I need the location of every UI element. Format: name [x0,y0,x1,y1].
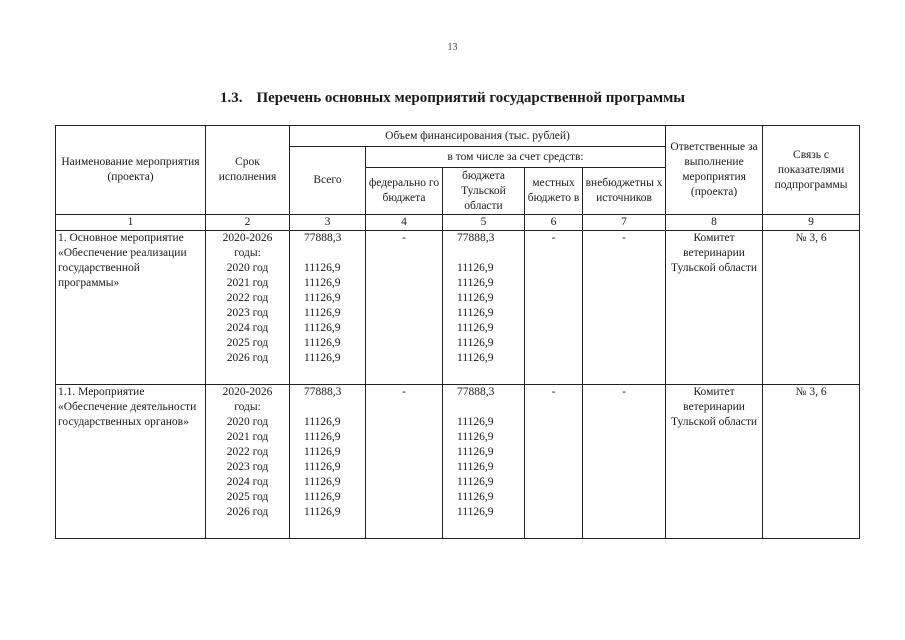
term-cell [206,231,290,385]
term-line: 2026 год [226,352,269,364]
activity-name: 1.1. Мероприятие «Обеспечение деятельности государственных органов» [56,385,206,539]
total-value: 11126,9 [304,337,341,349]
term-line: 2025 год [226,337,269,349]
regional-value: 11126,9 [457,322,494,334]
column-number: 1 [56,215,206,231]
regional-value: 11126,9 [457,461,494,473]
term-line: годы: [234,401,261,413]
regional-value: 11126,9 [457,476,494,488]
regional-value: 11126,9 [457,292,494,304]
term-cell [206,385,290,539]
header-total: Всего [290,147,366,215]
column-number: 9 [763,215,860,231]
column-number: 8 [666,215,763,231]
extra-value: - [583,231,666,385]
total-cell [290,385,366,539]
term-line: 2020-2026 [222,386,273,398]
header-financing: Объем финансирования (тыс. рублей) [290,126,666,147]
regional-value: 11126,9 [457,416,494,428]
regional-value: 11126,9 [457,491,494,503]
total-value: 11126,9 [304,352,341,364]
indicator-link-value: № 3, 6 [763,231,860,385]
term-line: 2023 год [226,461,269,473]
regional-cell [443,385,525,539]
total-value: 11126,9 [304,506,341,518]
total-cell [290,231,366,385]
term-line: 2021 год [226,431,269,443]
table-row [56,231,860,385]
table-row [56,385,860,539]
term-line: 2026 год [226,506,269,518]
total-value: 77888,3 [304,386,342,398]
total-value: 11126,9 [304,292,341,304]
federal-value: - [366,385,443,539]
column-number: 4 [366,215,443,231]
header-term: Срок исполнения [206,126,290,215]
column-number: 5 [443,215,525,231]
total-value: 11126,9 [304,431,341,443]
regional-value: 11126,9 [457,307,494,319]
column-number: 2 [206,215,290,231]
column-number: 3 [290,215,366,231]
total-value: 11126,9 [304,277,341,289]
term-line: 2024 год [226,476,269,488]
term-line: 2021 год [226,277,269,289]
header-local: местных бюджето в [525,168,583,215]
section-title-text: Перечень основных мероприятий государственной программы [256,90,686,106]
section-title [0,90,905,107]
regional-cell [443,231,525,385]
regional-value: 77888,3 [457,386,495,398]
total-value: 77888,3 [304,232,342,244]
total-value: 11126,9 [304,461,341,473]
header-link: Связь с показателями подпрограммы [763,126,860,215]
responsible-value: Комитет ветеринарии Тульской области [666,231,763,385]
total-value: 11126,9 [304,262,341,274]
header-extra: внебюджетны х источников [583,168,666,215]
responsible-value: Комитет ветеринарии Тульской области [666,385,763,539]
term-line: 2020 год [226,416,269,428]
term-line: 2024 год [226,322,269,334]
total-value: 11126,9 [304,491,341,503]
term-line: 2022 год [226,292,269,304]
regional-value: 11126,9 [457,506,494,518]
term-line: 2020-2026 [222,232,273,244]
header-federal: федерально го бюджета [366,168,443,215]
column-numbers-row [56,215,860,231]
regional-value: 11126,9 [457,262,494,274]
total-value: 11126,9 [304,476,341,488]
local-value: - [525,231,583,385]
header-regional: бюджета Тульской области [443,168,525,215]
column-number: 6 [525,215,583,231]
term-line: годы: [234,247,261,259]
regional-value: 11126,9 [457,277,494,289]
federal-value: - [366,231,443,385]
regional-value: 11126,9 [457,446,494,458]
total-value: 11126,9 [304,322,341,334]
term-line: 2022 год [226,446,269,458]
column-number: 7 [583,215,666,231]
activity-name: 1. Основное мероприятие «Обеспечение реализации государственной программы» [56,231,206,385]
section-number: 1.3. [219,90,243,106]
regional-value: 11126,9 [457,352,494,364]
term-line: 2023 год [226,307,269,319]
total-value: 11126,9 [304,416,341,428]
regional-value: 11126,9 [457,337,494,349]
term-line: 2020 год [226,262,269,274]
regional-value: 11126,9 [457,431,494,443]
indicator-link-value: № 3, 6 [763,385,860,539]
local-value: - [525,385,583,539]
header-including: в том числе за счет средств: [366,147,666,168]
program-activities-table [55,125,860,539]
total-value: 11126,9 [304,307,341,319]
total-value: 11126,9 [304,446,341,458]
header-responsible: Ответственные за выполнение мероприятия (проекта) [666,126,763,215]
header-name: Наименование мероприятия (проекта) [56,126,206,215]
regional-value: 77888,3 [457,232,495,244]
extra-value: - [583,385,666,539]
page-number: 13 [447,42,458,53]
term-line: 2025 год [226,491,269,503]
